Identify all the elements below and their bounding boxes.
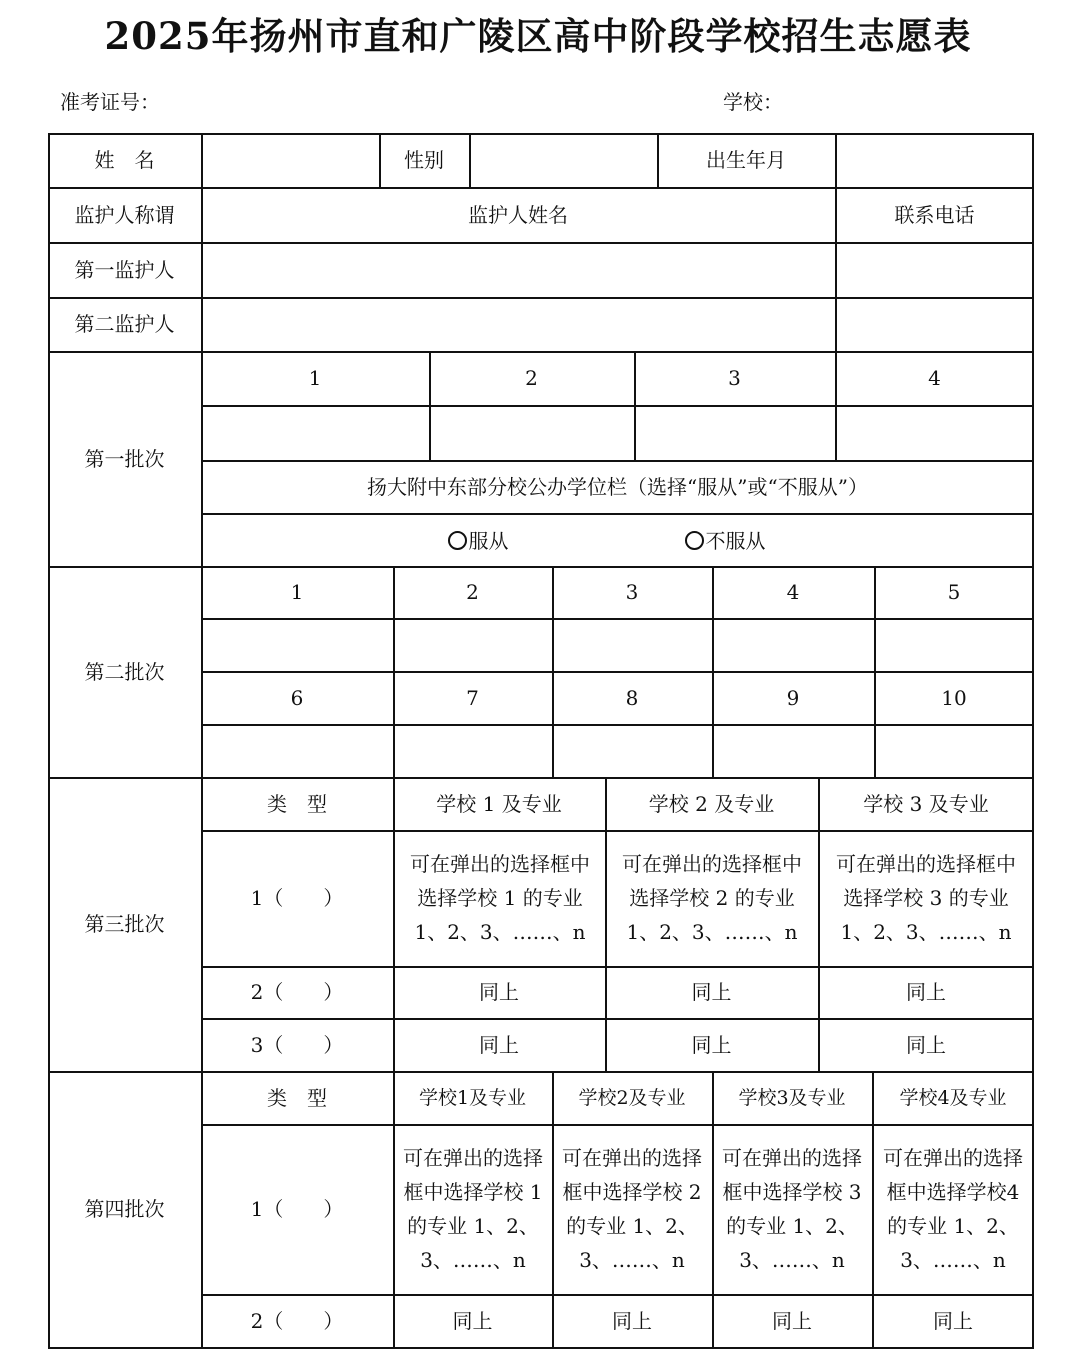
batch3-same-as-above[interactable]: 同上 bbox=[906, 980, 946, 1004]
batch4-same-as-above[interactable]: 同上 bbox=[772, 1308, 812, 1333]
batch3-type-field-2[interactable]: 2（ ） bbox=[250, 980, 344, 1004]
school-label: 学校： bbox=[723, 90, 783, 114]
batch4-type-field-1[interactable]: 1（ ） bbox=[250, 1197, 344, 1221]
second-guardian-name-field[interactable] bbox=[203, 299, 835, 351]
batch3-major-select-1[interactable]: 可在弹出的选择框中选择学校 1 的专业 1、2、3、……、n bbox=[410, 852, 590, 944]
comply-radio[interactable] bbox=[423, 515, 533, 566]
batch3-type-field-1[interactable]: 1（ ） bbox=[250, 886, 344, 910]
batch1-slot-number: 1 bbox=[308, 366, 322, 390]
radio-circle-icon bbox=[685, 531, 704, 550]
batch4-school-header: 学校1及专业 bbox=[418, 1086, 527, 1109]
batch2-school-field-1[interactable] bbox=[203, 620, 393, 671]
name-label: 姓 名 bbox=[94, 148, 155, 172]
batch2-school-field-4[interactable] bbox=[714, 620, 874, 671]
gender-field[interactable] bbox=[471, 135, 657, 187]
batch2-slot-number: 8 bbox=[625, 685, 639, 710]
batch1-public-seat-notice: 扬大附中东部分校公办学位栏（选择“服从”或“不服从”） bbox=[367, 474, 868, 499]
guardian-name-label: 监护人姓名 bbox=[468, 202, 568, 227]
birth-field[interactable] bbox=[837, 135, 1032, 187]
first-guardian-phone-field[interactable] bbox=[837, 244, 1032, 297]
batch4-school-header: 学校4及专业 bbox=[899, 1086, 1007, 1109]
batch4-same-as-above[interactable]: 同上 bbox=[933, 1308, 973, 1333]
batch1-school-field-2[interactable] bbox=[431, 407, 634, 460]
first-guardian-label: 第一监护人 bbox=[74, 257, 175, 282]
batch2-school-field-6[interactable] bbox=[203, 726, 393, 777]
gender-label: 性别 bbox=[404, 148, 444, 172]
batch4-school-header: 学校3及专业 bbox=[738, 1086, 846, 1109]
batch4-major-select-2[interactable]: 可在弹出的选择框中选择学校 2 的专业 1、2、3、……、n bbox=[562, 1146, 702, 1272]
batch2-slot-number: 2 bbox=[466, 580, 479, 604]
exam-id-label: 准考证号： bbox=[60, 90, 160, 114]
comply-option-label: 服从 bbox=[468, 528, 509, 553]
batch3-school-header: 学校 1 及专业 bbox=[436, 791, 562, 816]
batch1-slot-number: 3 bbox=[728, 366, 741, 390]
batch2-slot-number: 10 bbox=[941, 685, 967, 710]
batch4-same-as-above[interactable]: 同上 bbox=[452, 1308, 493, 1333]
batch3-type-header: 类 型 bbox=[267, 791, 327, 816]
batch2-school-field-2[interactable] bbox=[395, 620, 552, 671]
batch2-school-field-5[interactable] bbox=[876, 620, 1032, 671]
batch2-school-field-8[interactable] bbox=[554, 726, 712, 777]
batch1-slot-number: 4 bbox=[928, 366, 941, 390]
first-guardian-name-field[interactable] bbox=[203, 244, 835, 297]
batch2-school-field-7[interactable] bbox=[395, 726, 552, 777]
batch2-slot-number: 4 bbox=[786, 580, 800, 604]
batch2-school-field-9[interactable] bbox=[714, 726, 874, 777]
not-comply-option-label: 不服从 bbox=[705, 528, 766, 553]
name-field[interactable] bbox=[203, 135, 379, 187]
batch3-major-select-2[interactable]: 可在弹出的选择框中选择学校 2 的专业 1、2、3、……、n bbox=[622, 852, 802, 944]
batch3-school-header: 学校 3 及专业 bbox=[863, 791, 989, 816]
batch4-same-as-above[interactable]: 同上 bbox=[612, 1308, 652, 1333]
batch4-school-header: 学校2及专业 bbox=[578, 1086, 686, 1109]
application-form-table bbox=[48, 133, 1034, 1355]
batch3-same-as-above[interactable]: 同上 bbox=[479, 980, 519, 1004]
birth-label: 出生年月 bbox=[706, 148, 786, 172]
batch4-major-select-1[interactable]: 可在弹出的选择框中选择学校 1 的专业 1、2、3、……、n bbox=[403, 1146, 543, 1272]
batch3-major-select-3[interactable]: 可在弹出的选择框中选择学校 3 的专业 1、2、3、……、n bbox=[836, 852, 1016, 944]
second-guardian-phone-field[interactable] bbox=[837, 299, 1032, 351]
batch1-label: 第一批次 bbox=[84, 446, 165, 471]
batch2-slot-number: 6 bbox=[290, 685, 304, 710]
batch2-school-field-10[interactable] bbox=[876, 726, 1032, 777]
second-guardian-label: 第二监护人 bbox=[74, 312, 175, 336]
batch2-label: 第二批次 bbox=[84, 659, 165, 684]
form-title: 2025年扬州市直和广陵区高中阶段学校招生志愿表 bbox=[104, 14, 972, 58]
batch1-school-field-4[interactable] bbox=[837, 407, 1032, 460]
batch3-same-as-above[interactable]: 同上 bbox=[479, 1032, 519, 1057]
batch3-same-as-above[interactable]: 同上 bbox=[691, 1032, 732, 1057]
batch4-type-field-2[interactable]: 2（ ） bbox=[250, 1308, 344, 1333]
batch2-slot-number: 5 bbox=[947, 580, 961, 604]
not-comply-radio[interactable] bbox=[665, 515, 785, 566]
batch2-school-field-3[interactable] bbox=[554, 620, 712, 671]
batch3-type-field-3[interactable]: 3（ ） bbox=[250, 1032, 344, 1057]
batch4-major-select-3[interactable]: 可在弹出的选择框中选择学校 3 的专业 1、2、3、……、n bbox=[722, 1146, 862, 1272]
guardian-phone-label: 联系电话 bbox=[894, 202, 975, 227]
batch4-major-select-4[interactable]: 可在弹出的选择框中选择学校4的专业 1、2、3、……、n bbox=[883, 1146, 1023, 1272]
batch2-slot-number: 7 bbox=[466, 685, 479, 710]
batch4-type-header: 类 型 bbox=[267, 1085, 327, 1110]
batch1-school-field-1[interactable] bbox=[203, 407, 429, 460]
batch3-same-as-above[interactable]: 同上 bbox=[906, 1032, 946, 1057]
batch3-same-as-above[interactable]: 同上 bbox=[691, 980, 732, 1004]
batch1-slot-number: 2 bbox=[525, 366, 538, 390]
guardian-relation-label: 监护人称谓 bbox=[74, 202, 175, 227]
batch4-label: 第四批次 bbox=[84, 1197, 165, 1221]
batch2-slot-number: 9 bbox=[786, 685, 800, 710]
radio-circle-icon bbox=[448, 531, 467, 550]
batch2-slot-number: 3 bbox=[625, 580, 639, 604]
batch3-school-header: 学校 2 及专业 bbox=[648, 791, 775, 816]
batch1-school-field-3[interactable] bbox=[636, 407, 835, 460]
batch2-slot-number: 1 bbox=[290, 580, 304, 604]
batch3-label: 第三批次 bbox=[84, 912, 165, 936]
